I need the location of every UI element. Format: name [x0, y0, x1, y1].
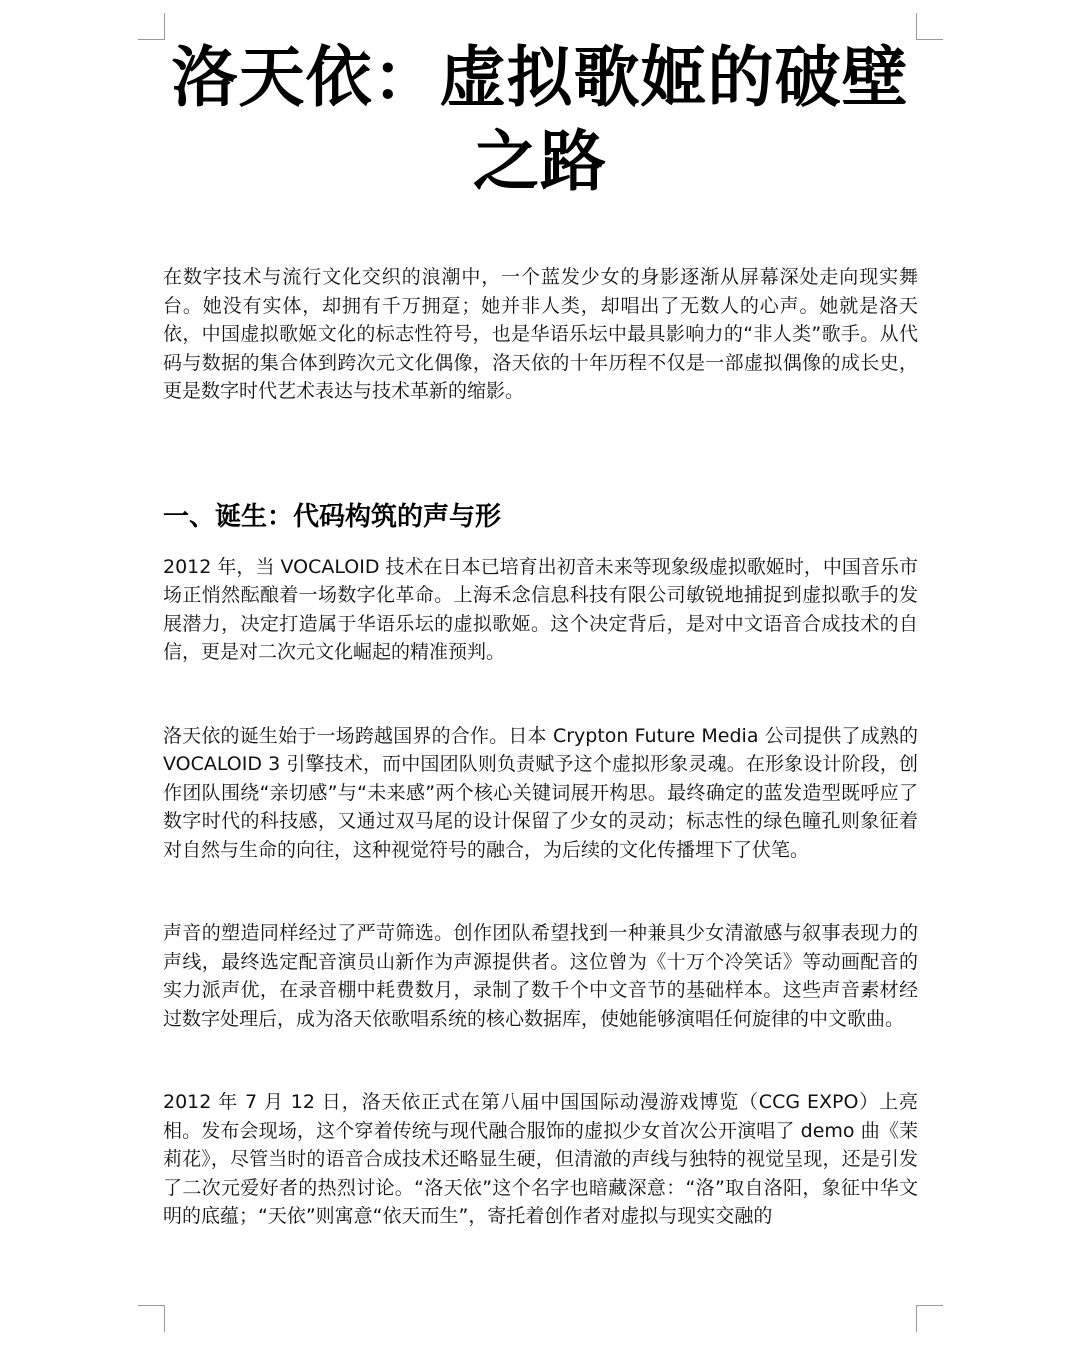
spacer	[163, 864, 918, 919]
document-title: 洛天依：虚拟歌姬的破壁之路	[171, 39, 909, 200]
document-body	[163, 263, 918, 1231]
body-paragraph: 2012 年，当 VOCALOID 技术在日本已培育出初音未来等现象级虚拟歌姬时，中国音乐市场正悄然酝酿着一场数字化革命。上海禾念信息科技有限公司敏锐地捕捉到虚拟歌手的发展潜力，决定打造属于华语乐坛的虚拟歌姬。这个决定背后，是对中文语音合成技术的自信，更是对二次元文化崛起的精准预判。	[163, 555, 918, 663]
spacer	[163, 667, 918, 722]
section-heading: 一、诞生：代码构筑的声与形	[163, 501, 502, 532]
body-paragraph: 声音的塑造同样经过了严苛筛选。创作团队希望找到一种兼具少女清澈感与叙事表现力的声线，最终选定配音演员山新作为声源提供者。这位曾为《十万个冷笑话》等动画配音的实力派声优，在录音棚中耗费数月，录制了数千个中文音节的基础样本。这些声音素材经过数字处理后，成为洛天依歌唱系统的核心数据库，使她能够演唱任何旋律的中文歌曲。	[163, 922, 918, 1030]
body-paragraph: 洛天依的诞生始于一场跨越国界的合作。日本 Crypton Future Media 公司提供了成熟的 VOCALOID 3 引擎技术，而中国团队则负责赋予这个虚拟形象灵魂。在形象设计阶段，创作团队围绕“亲切感”与“未来感”两个核心关键词展开构思。最终确定的蓝发造型既呼应了数字时代的科技感，又通过双马尾的设计保留了少女的灵动；标志性的绿色瞳孔则象征着对自然与生命的向往，这种视觉符号的融合，为后续的文化传播埋下了伏笔。	[163, 724, 918, 861]
crop-mark-bottom-right	[916, 1305, 943, 1332]
spacer	[163, 1033, 918, 1088]
body-paragraph: 2012 年 7 月 12 日，洛天依正式在第八届中国国际动漫游戏博览（CCG EXPO）上亮相。发布会现场，这个穿着传统与现代融合服饰的虚拟少女首次公开演唱了 demo 曲《茉莉花》，尽管当时的语音合成技术还略显生硬，但清澈的声线与独特的视觉呈现，还是引发了二次元爱好者的热烈讨论。“洛天依”这个名字也暗藏深意：“洛”取自洛阳，象征中华文明的底蕴；“天依”则寓意“依天而生”，寄托着创作者对虚拟与现实交融的	[163, 1091, 918, 1227]
crop-mark-bottom-left	[138, 1305, 165, 1332]
intro-paragraph: 在数字技术与流行文化交织的浪潮中，一个蓝发少女的身影逐渐从屏幕深处走向现实舞台。她没有实体，却拥有千万拥趸；她并非人类，却唱出了无数人的心声。她就是洛天依，中国虚拟歌姬文化的标志性符号，也是华语乐坛中最具影响力的“非人类”歌手。从代码与数据的集合体到跨次元文化偶像，洛天依的十年历程不仅是一部虚拟偶像的成长史，更是数字时代艺术表达与技术革新的缩影。	[163, 266, 918, 402]
spacer	[163, 406, 918, 499]
